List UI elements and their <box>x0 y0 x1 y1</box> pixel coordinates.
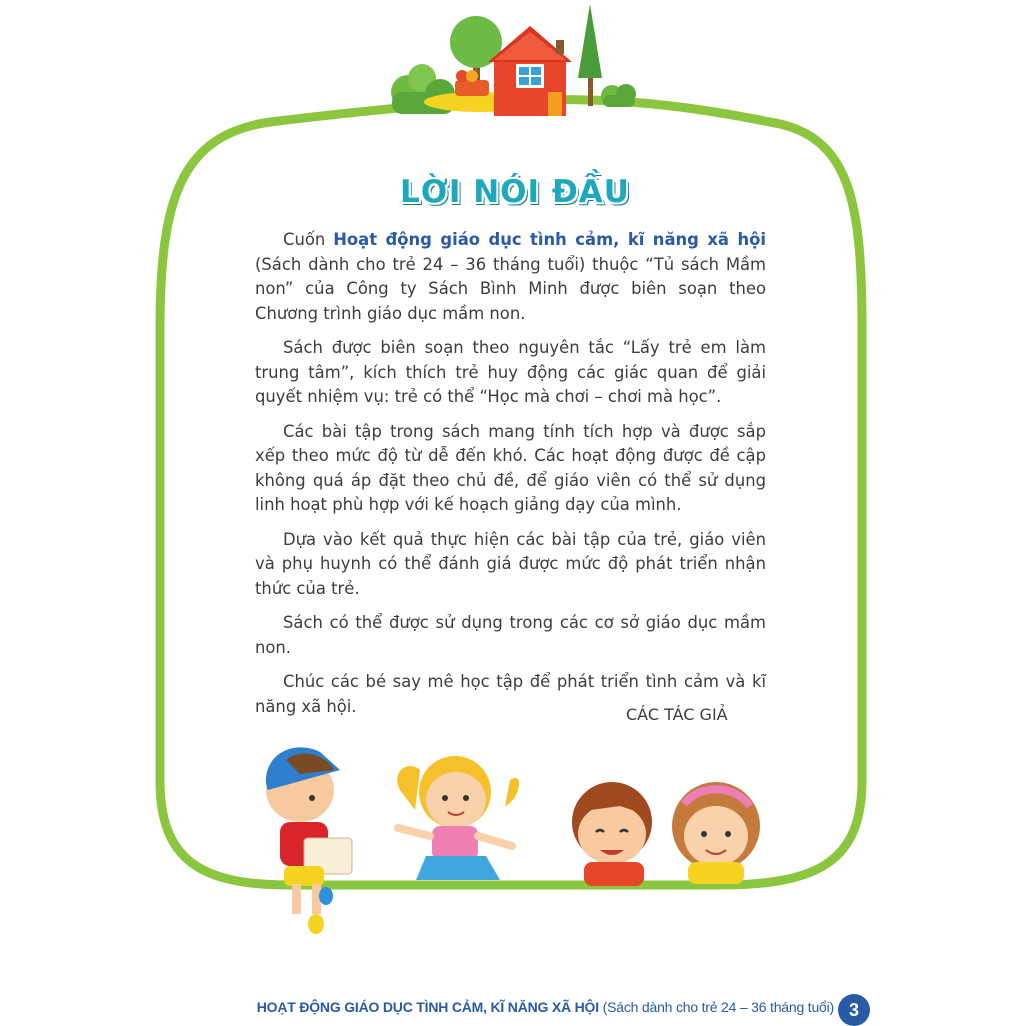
paragraph-6: Chúc các bé say mê học tập để phát triển tình cảm và kĩ năng xã hội. <box>255 672 766 716</box>
paragraph-3: Các bài tập trong sách mang tính tích hợp và được sắp xếp theo mức độ từ dễ đến khó. Các hoạt động được đề cập không quá áp đặt theo chủ đề, để giáo viên có thể sử dụng linh hoạt phù hợp với kế hoạch giảng dạy của mình. <box>255 421 766 514</box>
signature: CÁC TÁC GIẢ <box>626 705 728 724</box>
pine-tree-icon <box>578 4 602 106</box>
paragraph-5: Sách có thể được sử dụng trong các cơ sở giáo dục mầm non. <box>255 613 766 657</box>
preface-body <box>255 228 766 729</box>
page-title: LỜI NÓI ĐẦU <box>400 174 630 210</box>
paragraph-1-prefix: Cuốn <box>283 230 334 249</box>
paragraph-1-rest: (Sách dành cho trẻ 24 – 36 tháng tuổi) thuộc “Tủ sách Mầm non” của Công ty Sách Bình Minh được biên soạn theo Chương trình giáo dục mầm non. <box>255 254 766 323</box>
page-number-badge: 3 <box>838 994 870 1026</box>
paragraph-2: Sách được biên soạn theo nguyên tắc “Lấy trẻ em làm trung tâm”, kích thích trẻ huy động các giác quan để giải quyết nhiệm vụ: trẻ có thể “Học mà chơi – chơi mà học”. <box>255 338 766 406</box>
paragraph-1 <box>255 228 766 326</box>
paragraph-4: Dựa vào kết quả thực hiện các bài tập của trẻ, giáo viên và phụ huynh có thể đánh giá được mức độ phát triển nhận thức của trẻ. <box>255 529 766 598</box>
boy-smiling-icon <box>572 782 652 886</box>
book-title-highlight: Hoạt động giáo dục tình cảm, kĩ năng xã hội <box>333 230 766 249</box>
footer-subtitle: (Sách dành cho trẻ 24 – 36 tháng tuổi) <box>598 999 834 1015</box>
footer-book-title: HOẠT ĐỘNG GIÁO DỤC TÌNH CẢM, KĨ NĂNG XÃ HỘI <box>256 999 599 1015</box>
running-footer <box>257 999 834 1015</box>
bush-icon <box>601 84 636 107</box>
